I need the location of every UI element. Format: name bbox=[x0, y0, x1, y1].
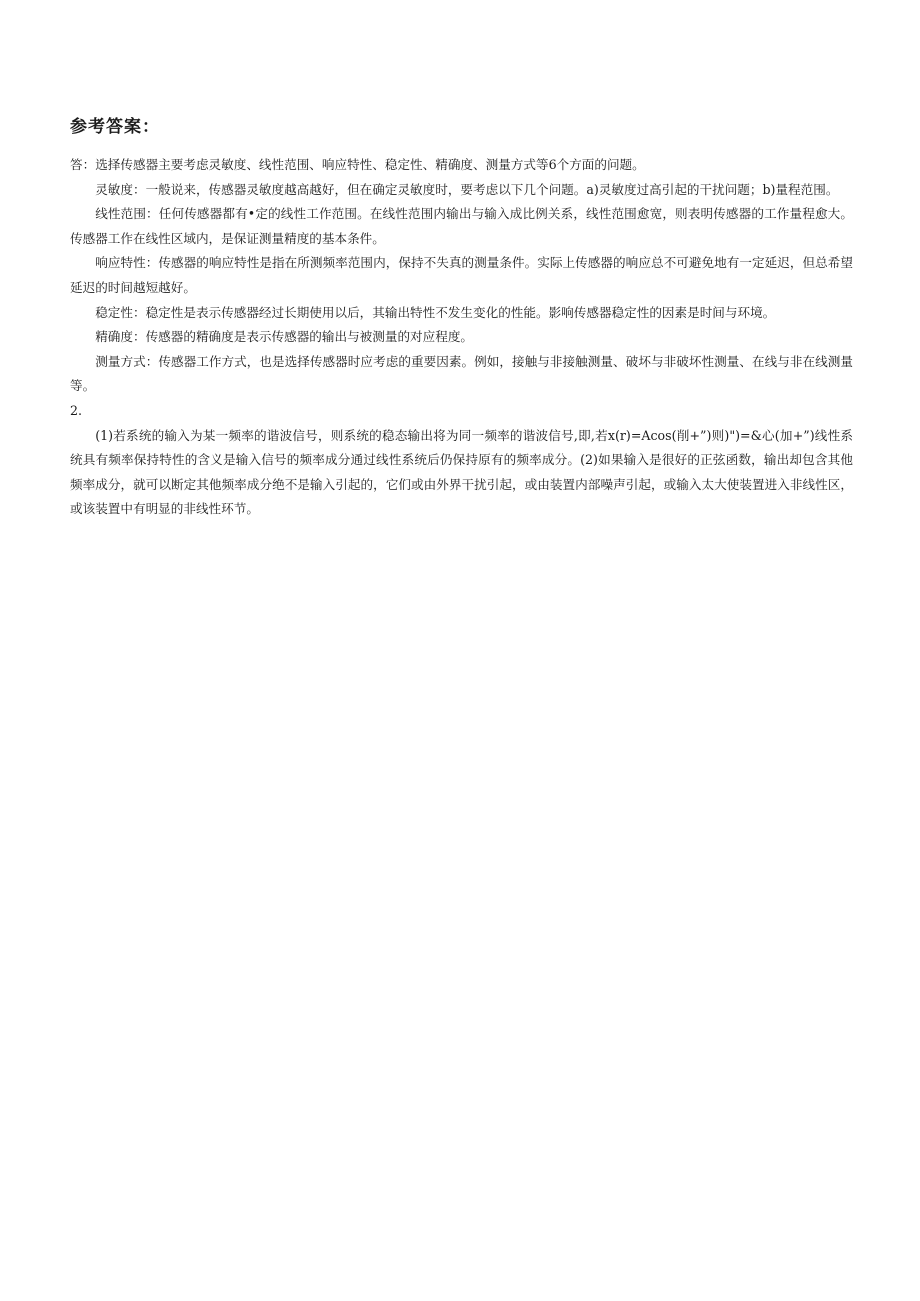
answer-body bbox=[70, 153, 853, 522]
sensitivity-paragraph: 灵敏度：一般说来，传感器灵敏度越高越好，但在确定灵敏度时，要考虑以下几个问题。a)灵敏度过高引起的干扰问题；b)量程范围。 bbox=[95, 181, 839, 197]
reference-answer-heading: 参考答案： bbox=[70, 117, 160, 137]
stability-paragraph: 稳定性：稳定性是表示传感器经过长期使用以后，其输出特性不发生变化的性能。影响传感器稳定性的因素是时间与环境。 bbox=[95, 304, 776, 320]
linear-range-paragraph: 线性范围：任何传感器都有•定的线性工作范围。在线性范围内输出与输入成比例关系，线性范围愈宽，则表明传感器的工作量程愈大。传感器工作在线性区域内，是保证测量精度的基本条件。 bbox=[70, 206, 853, 246]
question-2-answer-paragraph: (1)若系统的输入为某一频率的谐波信号，则系统的稳态输出将为同一频率的谐波信号,即,若x(r)=Acos(削+”)则)")=&心(加+”)线性系统具有频率保持特性的含义是输入信号的频率成分通过线性系统后仍保持原有的频率成分。(2)如果输入是很好的正弦函数，输出却包含其他频率成分，就可以断定其他频率成分绝不是输入引起的，它们或由外界干扰引起，或由装置内部噪声引起，或输入太大使装置进入非线性区，或该装置中有明显的非线性环节。 bbox=[70, 427, 853, 517]
question-2-number: 2. bbox=[70, 402, 83, 418]
accuracy-paragraph: 精确度：传感器的精确度是表示传感器的输出与被测量的对应程度。 bbox=[95, 329, 473, 345]
answer-intro-paragraph: 答：选择传感器主要考虑灵敏度、线性范围、响应特性、稳定性、精确度、测量方式等6个方面的问题。 bbox=[70, 157, 645, 172]
measurement-paragraph: 测量方式：传感器工作方式，也是选择传感器时应考虑的重要因素。例如，接触与非接触测量、破坏与非破坏性测量、在线与非在线测量等。 bbox=[70, 353, 853, 394]
response-paragraph: 响应特性：传感器的响应特性是指在所测频率范围内，保持不失真的测量条件。实际上传感器的响应总不可避免地有一定延迟，但总希望延迟的时间越短越好。 bbox=[70, 255, 853, 295]
